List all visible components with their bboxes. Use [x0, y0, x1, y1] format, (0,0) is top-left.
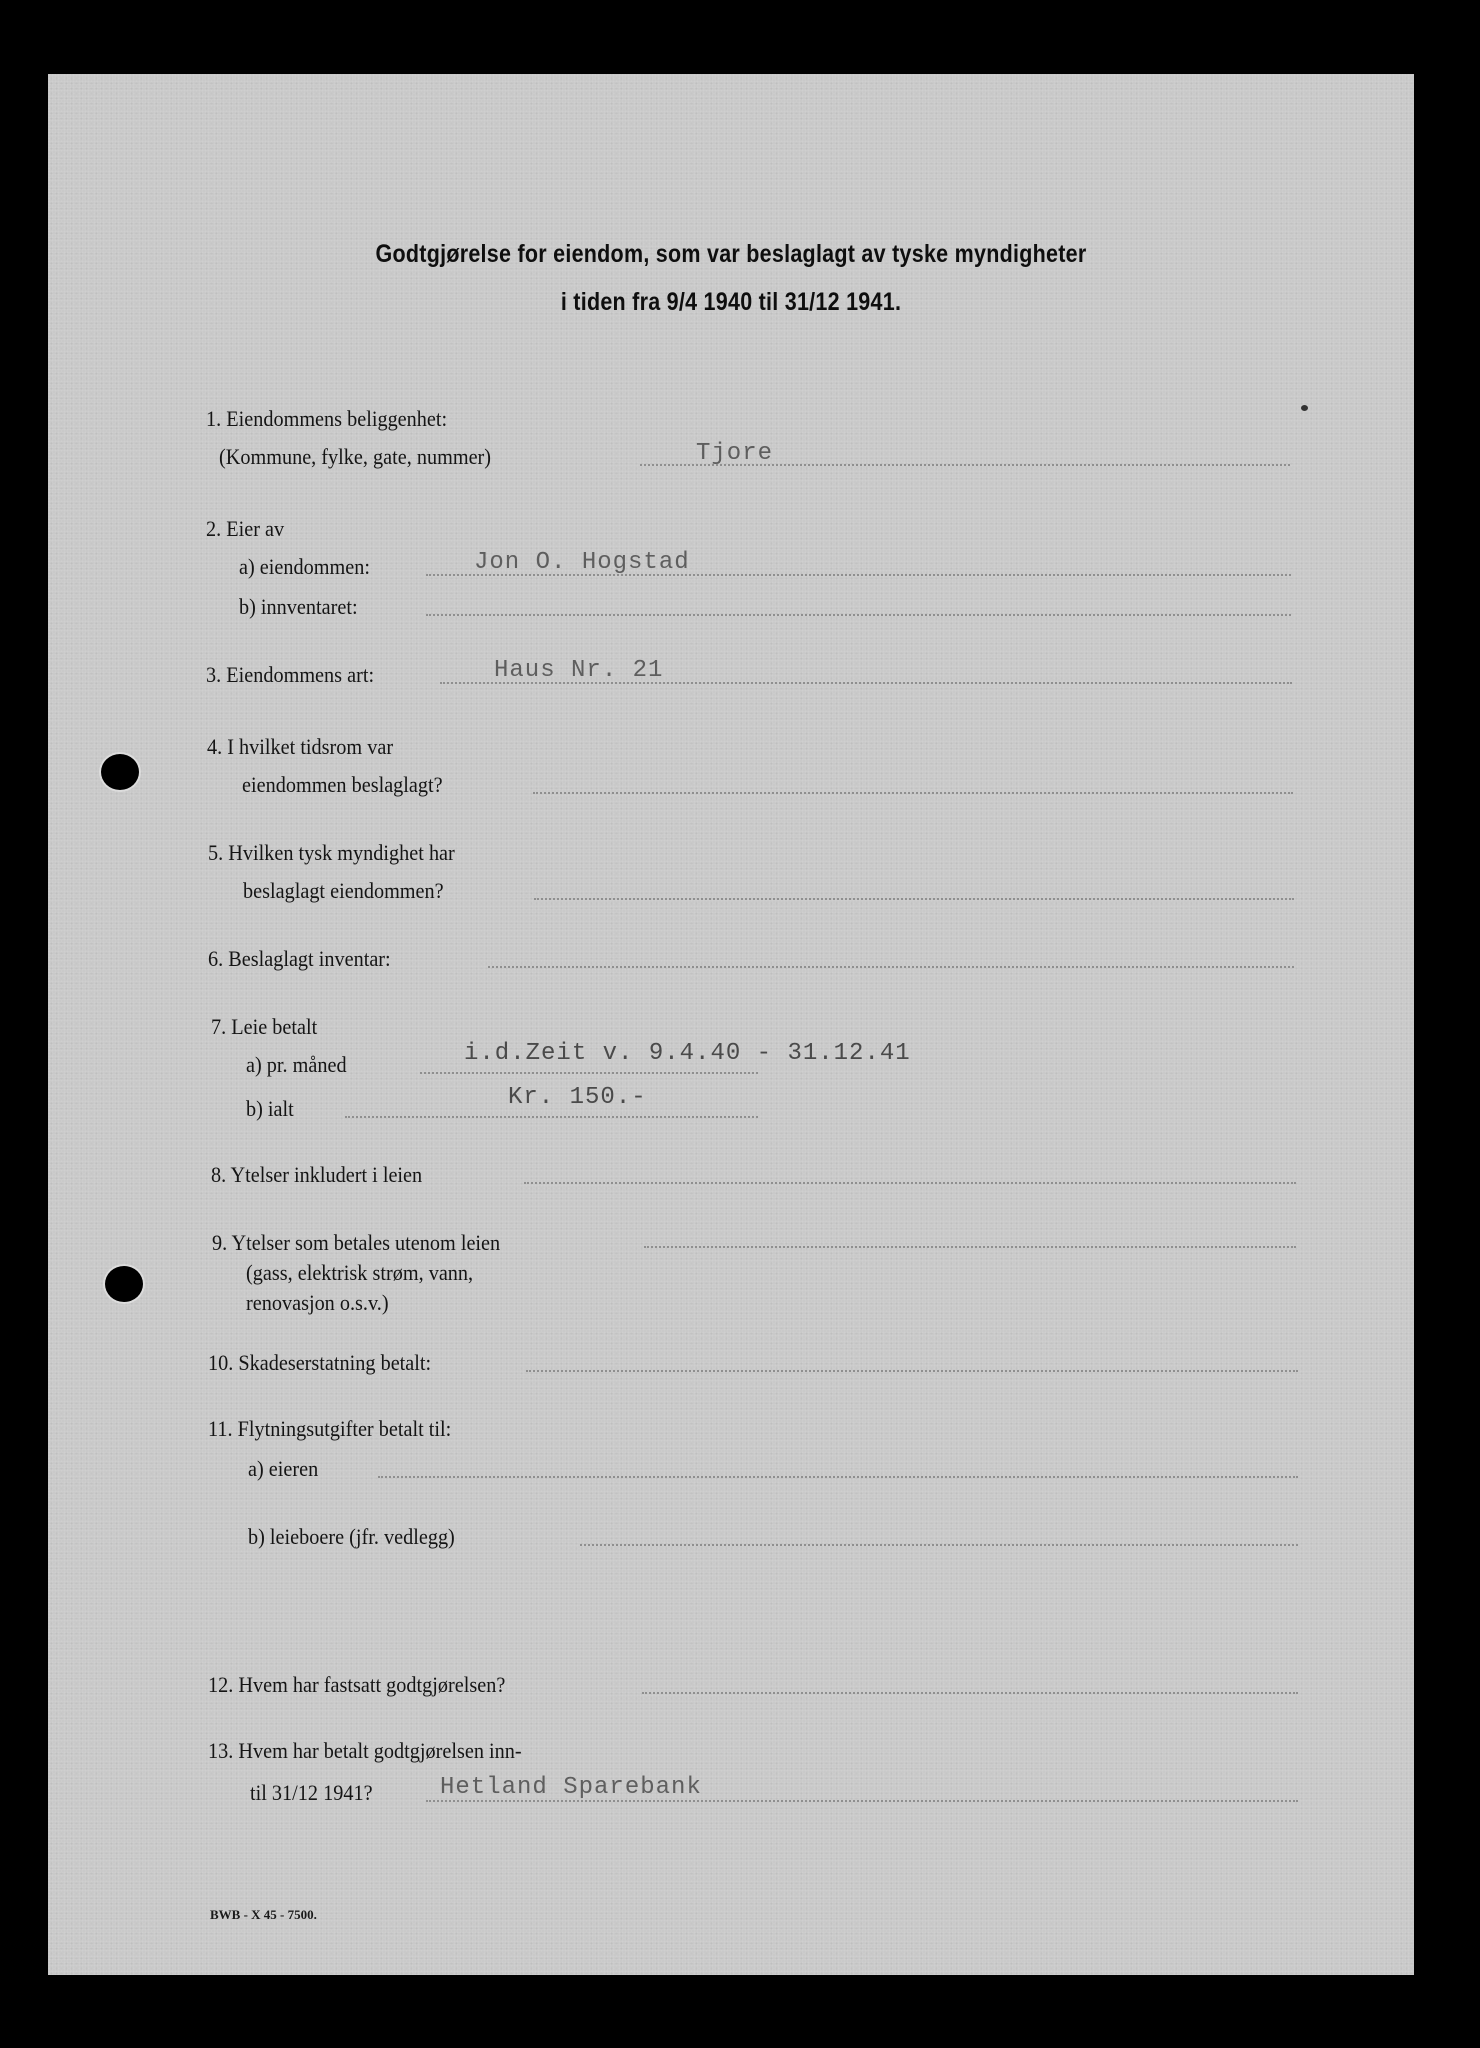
q9-answer-line[interactable] [644, 1246, 1296, 1248]
q11a-label: a) eieren [248, 1456, 319, 1481]
q8-label: 8. Ytelser inkludert i leien [211, 1162, 423, 1187]
q9-sublabel-1: (gass, elektrisk strøm, vann, [246, 1260, 474, 1285]
q7b-answer-value[interactable]: Kr. 150.- [508, 1084, 647, 1111]
q12-answer-line[interactable] [642, 1692, 1298, 1694]
q7b-answer-line[interactable] [345, 1116, 758, 1118]
q4-answer-line[interactable] [533, 792, 1293, 794]
form-title-line-2: i tiden fra 9/4 1940 til 31/12 1941. [560, 288, 902, 316]
q12-label: 12. Hvem har fastsatt godtgjørelsen? [208, 1672, 506, 1697]
q7b-label: b) ialt [246, 1096, 294, 1121]
q13-label: 13. Hvem har betalt godtgjørelsen inn- [208, 1738, 522, 1763]
q5-sublabel: beslaglagt eiendommen? [243, 878, 444, 903]
q5-answer-line[interactable] [534, 898, 1294, 900]
q8-answer-line[interactable] [524, 1182, 1296, 1184]
q2b-answer-line[interactable] [426, 614, 1291, 616]
q10-answer-line[interactable] [526, 1370, 1298, 1372]
q10-label: 10. Skadeserstatning betalt: [208, 1350, 432, 1375]
q6-label: 6. Beslaglagt inventar: [208, 946, 391, 971]
q13-answer-value[interactable]: Hetland Sparebank [440, 1774, 702, 1801]
q5-label: 5. Hvilken tysk myndighet har [208, 840, 455, 865]
form-page [48, 74, 1414, 1975]
q13-sublabel: til 31/12 1941? [250, 1780, 373, 1805]
punch-hole-bottom [105, 1266, 143, 1302]
q1-label: 1. Eiendommens beliggenhet: [206, 406, 448, 431]
q1-answer-value[interactable]: Tjore [696, 440, 774, 467]
q7a-answer-line[interactable] [420, 1072, 758, 1074]
q7a-answer-value[interactable]: i.d.Zeit v. 9.4.40 - 31.12.41 [464, 1040, 911, 1067]
q2a-label: a) eiendommen: [239, 554, 370, 579]
q7-label: 7. Leie betalt [211, 1014, 318, 1039]
q11a-answer-line[interactable] [378, 1476, 1298, 1478]
ink-speck [1301, 405, 1308, 411]
q11b-answer-line[interactable] [580, 1544, 1298, 1546]
q11-label: 11. Flytningsutgifter betalt til: [208, 1416, 452, 1441]
q7a-label: a) pr. måned [246, 1052, 347, 1077]
punch-hole-top [101, 754, 139, 790]
q4-sublabel: eiendommen beslaglagt? [242, 772, 443, 797]
form-title-line-1: Godtgjørelse for eiendom, som var beslaglagt av tyske myndigheter [375, 240, 1087, 268]
q9-label: 9. Ytelser som betales utenom leien [212, 1230, 501, 1255]
q6-answer-line[interactable] [488, 966, 1294, 968]
q11b-label: b) leieboere (jfr. vedlegg) [248, 1524, 455, 1549]
q3-answer-value[interactable]: Haus Nr. 21 [494, 657, 664, 684]
q1-sublabel: (Kommune, fylke, gate, nummer) [219, 444, 492, 469]
q4-label: 4. I hvilket tidsrom var [207, 734, 394, 759]
form-print-code: BWB - X 45 - 7500. [210, 1907, 317, 1922]
q2-label: 2. Eier av [206, 516, 285, 541]
q2b-label: b) innventaret: [239, 594, 358, 619]
q3-label: 3. Eiendommens art: [206, 662, 375, 687]
q9-sublabel-2: renovasjon o.s.v.) [246, 1290, 389, 1315]
q2a-answer-value[interactable]: Jon O. Hogstad [474, 549, 690, 576]
